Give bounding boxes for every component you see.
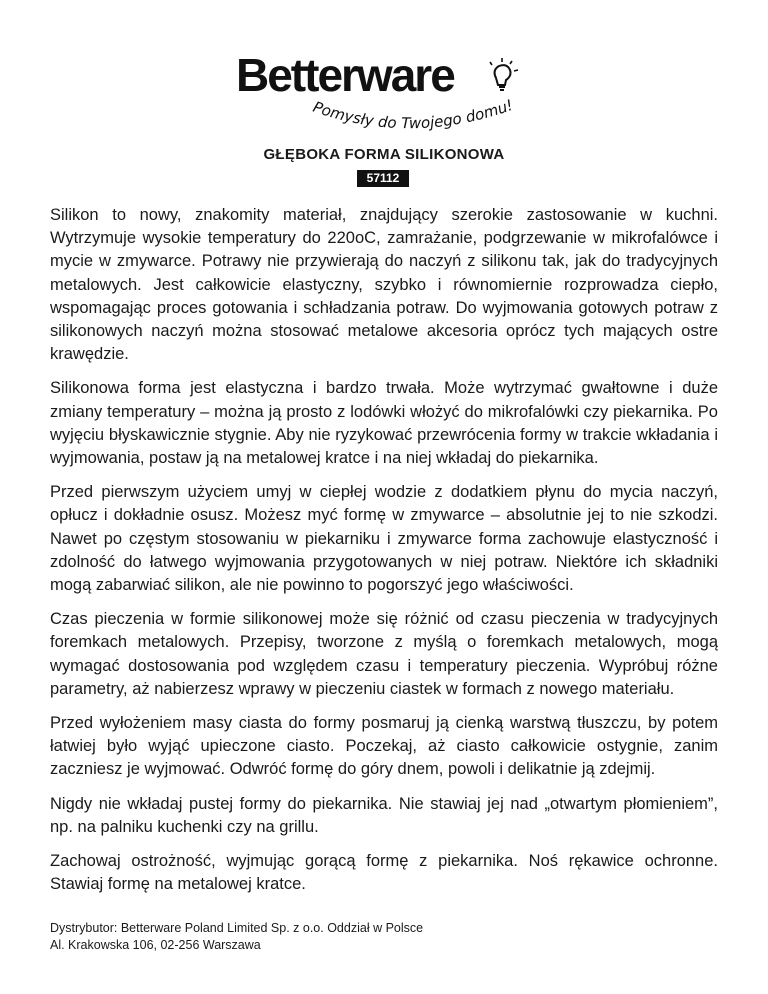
paragraph-durability: Silikonowa forma jest elastyczna i bardzo trwała. Może wytrzymać gwałtowne i duże zmiany temperatury – można ją prosto z lodówki włożyć do mikrofalówki czy piekarnika. Po wyjęciu błyskawicznie stygnie. Aby nie ryzykować przewrócenia formy w trakcie wkładania i wyjmowania, postaw ją na metalowej kratce i na niej wkładaj do piekarnika. [50,379,718,468]
paragraph-first-use: Przed pierwszym użyciem umyj w ciepłej wodzie z dodatkiem płynu do mycia naczyń, opłucz i dokładnie osusz. Możesz myć formę w zmywarce – absolutnie jej to nie szkodzi. Nawet po częstym stosowaniu w piekarniku i zmywarce forma zachowuje elastyczność i zdolność do łatwego wyjmowania przygotowanych w niej potraw. Niektóre ich składniki mogą zabarwiać silikon, ale nie powinno to pogorszyć jego właściwości. [50,483,718,595]
svg-text:Pomysły do Twojego domu! [311,97,516,132]
paragraph-intro: Silikon to nowy, znakomity materiał, znajdujący szerokie zastosowanie w kuchni. Wytrzymuje wysokie temperatury do 220oC, zamrażanie, podgrzewanie w mikrofalówce i mycie w zmywarce. Potrawy nie przywierają do naczyń z silikonu tak, jak do tradycyjnych metalowych. Jest całkowicie elastyczny, szybko i równomiernie rozprowadza ciepło, wspomagając proces gotowania i schładzania potraw. Do wyjmowania gotowych potraw z silikonowych naczyń można stosować metalowe akcesoria oprócz tych mających ostre krawędzie. [50,206,718,364]
brand-logo [236,49,536,142]
slogan-text: Pomysły do Twojego domu! [310,97,516,133]
distributor-address: Al. Krakowska 106, 02-256 Warszawa [50,938,261,952]
product-code-badge: 57112 [357,170,409,187]
paragraph-baking-time: Czas pieczenia w formie silikonowej może się różnić od czasu pieczenia w tradycyjnych foremkach metalowych. Przepisy, tworzone z myślą o foremkach metalowych, mogą wymagać dostosowania pod względem czasu i temperatury pieczenia. Wypróbuj różne parametry, aż nabierzesz wprawy w pieczeniu ciastek w formach z nowego materiału. [50,610,718,698]
brand-name: Betterware [236,49,454,101]
distributor-footer [50,920,650,954]
paragraph-empty-form-warning: Nigdy nie wkładaj pustej formy do piekarnika. Nie stawiaj jej nad „otwartym płomieniem”, np. na palniku kuchenki czy na grillu. [50,794,718,836]
product-title: GŁĘBOKA FORMA SILIKONOWA [263,146,505,163]
brand-slogan [308,97,538,149]
distributor-name: Dystrybutor: Betterware Poland Limited Sp. z o.o. Oddział w Polsce [50,921,424,935]
paragraph-greasing: Przed wyłożeniem masy ciasta do formy posmaruj ją cienką warstwą tłuszczu, by potem łatwiej było wyjąć upieczone ciasto. Poczekaj, aż ciasto całkowicie ostygnie, zanim zaczniesz je wyjmować. Odwróć formę do góry dnem, powoli i delikatnie ją zdejmij. [50,714,718,779]
paragraph-caution: Zachowaj ostrożność, wyjmując gorącą formę z piekarnika. Noś rękawice ochronne. Stawiaj formę na metalowej kratce. [50,852,718,894]
instructions-body [50,204,718,907]
